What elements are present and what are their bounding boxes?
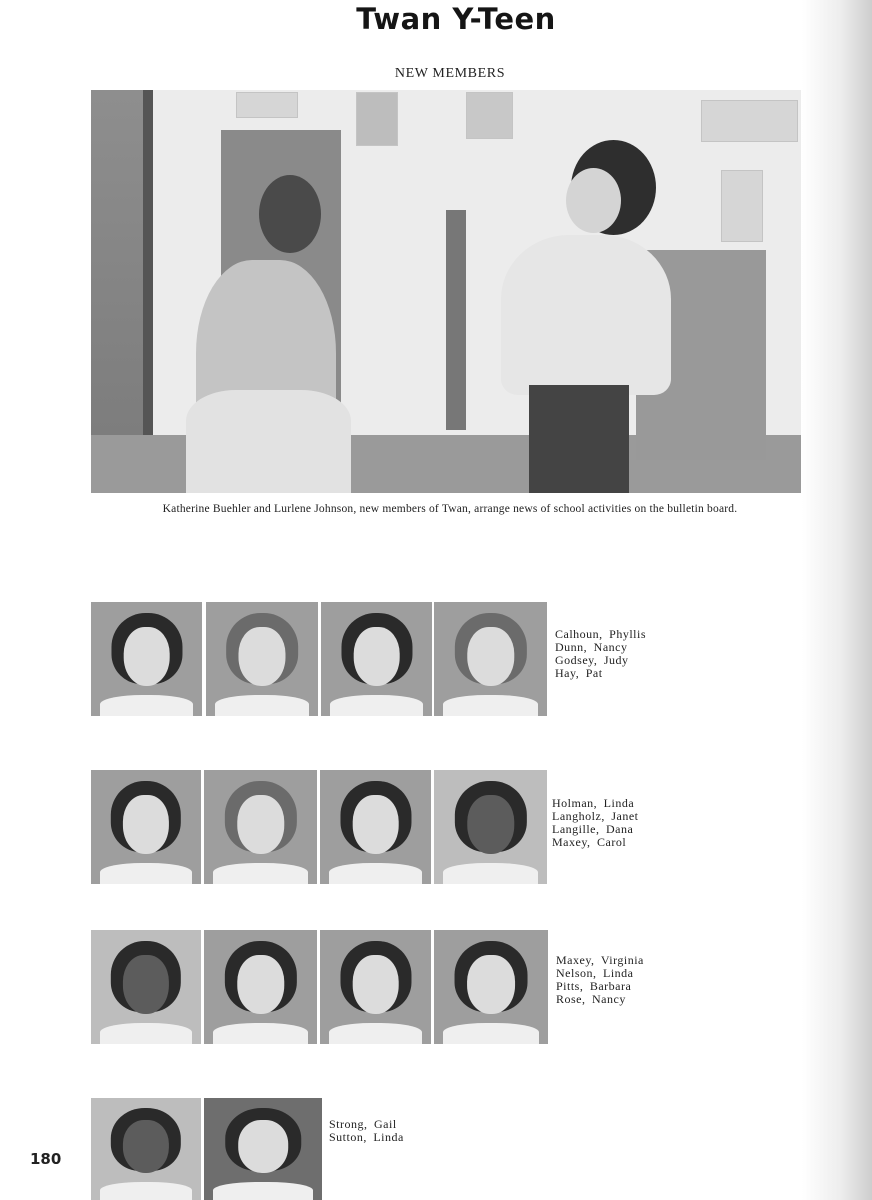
portrait-row-3 bbox=[91, 930, 548, 1044]
member-name: Sutton, Linda bbox=[329, 1130, 404, 1144]
portrait-photo bbox=[91, 1098, 201, 1200]
photo-person-left-head bbox=[259, 175, 321, 253]
portrait-photo bbox=[320, 770, 431, 884]
portrait-photo bbox=[204, 1098, 322, 1200]
portrait-photo bbox=[434, 930, 548, 1044]
member-name: Pitts, Barbara bbox=[556, 979, 632, 993]
photo-clipping bbox=[721, 170, 763, 242]
portrait-photo bbox=[434, 770, 547, 884]
portrait-photo bbox=[91, 602, 202, 716]
photo-clipping bbox=[356, 92, 398, 146]
member-name: Maxey, Virginia bbox=[556, 953, 644, 967]
portrait-photo bbox=[204, 930, 317, 1044]
name-list-row-3 bbox=[556, 954, 644, 1006]
photo-caption: Katherine Buehler and Lurlene Johnson, new members of Twan, arrange news of school activities on the bulletin board. bbox=[162, 503, 738, 515]
portrait-photo bbox=[204, 770, 317, 884]
member-name: Hay, Pat bbox=[555, 666, 603, 680]
photo-clipping bbox=[466, 92, 513, 139]
page-edge-shadow bbox=[802, 0, 872, 1200]
photo-clipping-headline bbox=[701, 100, 798, 142]
member-name: Langille, Dana bbox=[552, 822, 634, 836]
portrait-row-2 bbox=[91, 770, 547, 884]
photo-person-right bbox=[501, 235, 671, 395]
name-list-row-4 bbox=[329, 1118, 404, 1144]
photo-poster-numeral bbox=[446, 210, 466, 430]
photo-board-frame bbox=[143, 90, 153, 440]
section-subtitle: NEW MEMBERS bbox=[394, 66, 506, 81]
portrait-photo bbox=[206, 602, 318, 716]
bulletin-board-photo bbox=[91, 90, 801, 493]
member-name: Strong, Gail bbox=[329, 1117, 397, 1131]
photo-person-left-skirt bbox=[186, 390, 351, 493]
member-name: Maxey, Carol bbox=[552, 835, 627, 849]
page-number: 180 bbox=[30, 1150, 62, 1168]
portrait-row-1 bbox=[91, 602, 547, 716]
page-title: Twan Y-Teen bbox=[356, 2, 556, 36]
member-name: Rose, Nancy bbox=[556, 992, 626, 1006]
member-name: Nelson, Linda bbox=[556, 966, 634, 980]
member-name: Godsey, Judy bbox=[555, 653, 629, 667]
portrait-row-4 bbox=[91, 1098, 323, 1200]
portrait-photo bbox=[91, 770, 201, 884]
portrait-photo bbox=[91, 930, 201, 1044]
name-list-row-1 bbox=[555, 628, 646, 680]
portrait-photo bbox=[434, 602, 547, 716]
member-name: Dunn, Nancy bbox=[555, 640, 628, 654]
portrait-photo bbox=[320, 930, 431, 1044]
member-name: Holman, Linda bbox=[552, 796, 635, 810]
name-list-row-2 bbox=[552, 797, 638, 849]
portrait-photo bbox=[321, 602, 432, 716]
member-name: Langholz, Janet bbox=[552, 809, 639, 823]
member-name: Calhoun, Phyllis bbox=[555, 627, 647, 641]
photo-person-right-face bbox=[566, 168, 621, 233]
photo-clipping bbox=[236, 92, 298, 118]
photo-person-right-skirt bbox=[529, 385, 629, 493]
